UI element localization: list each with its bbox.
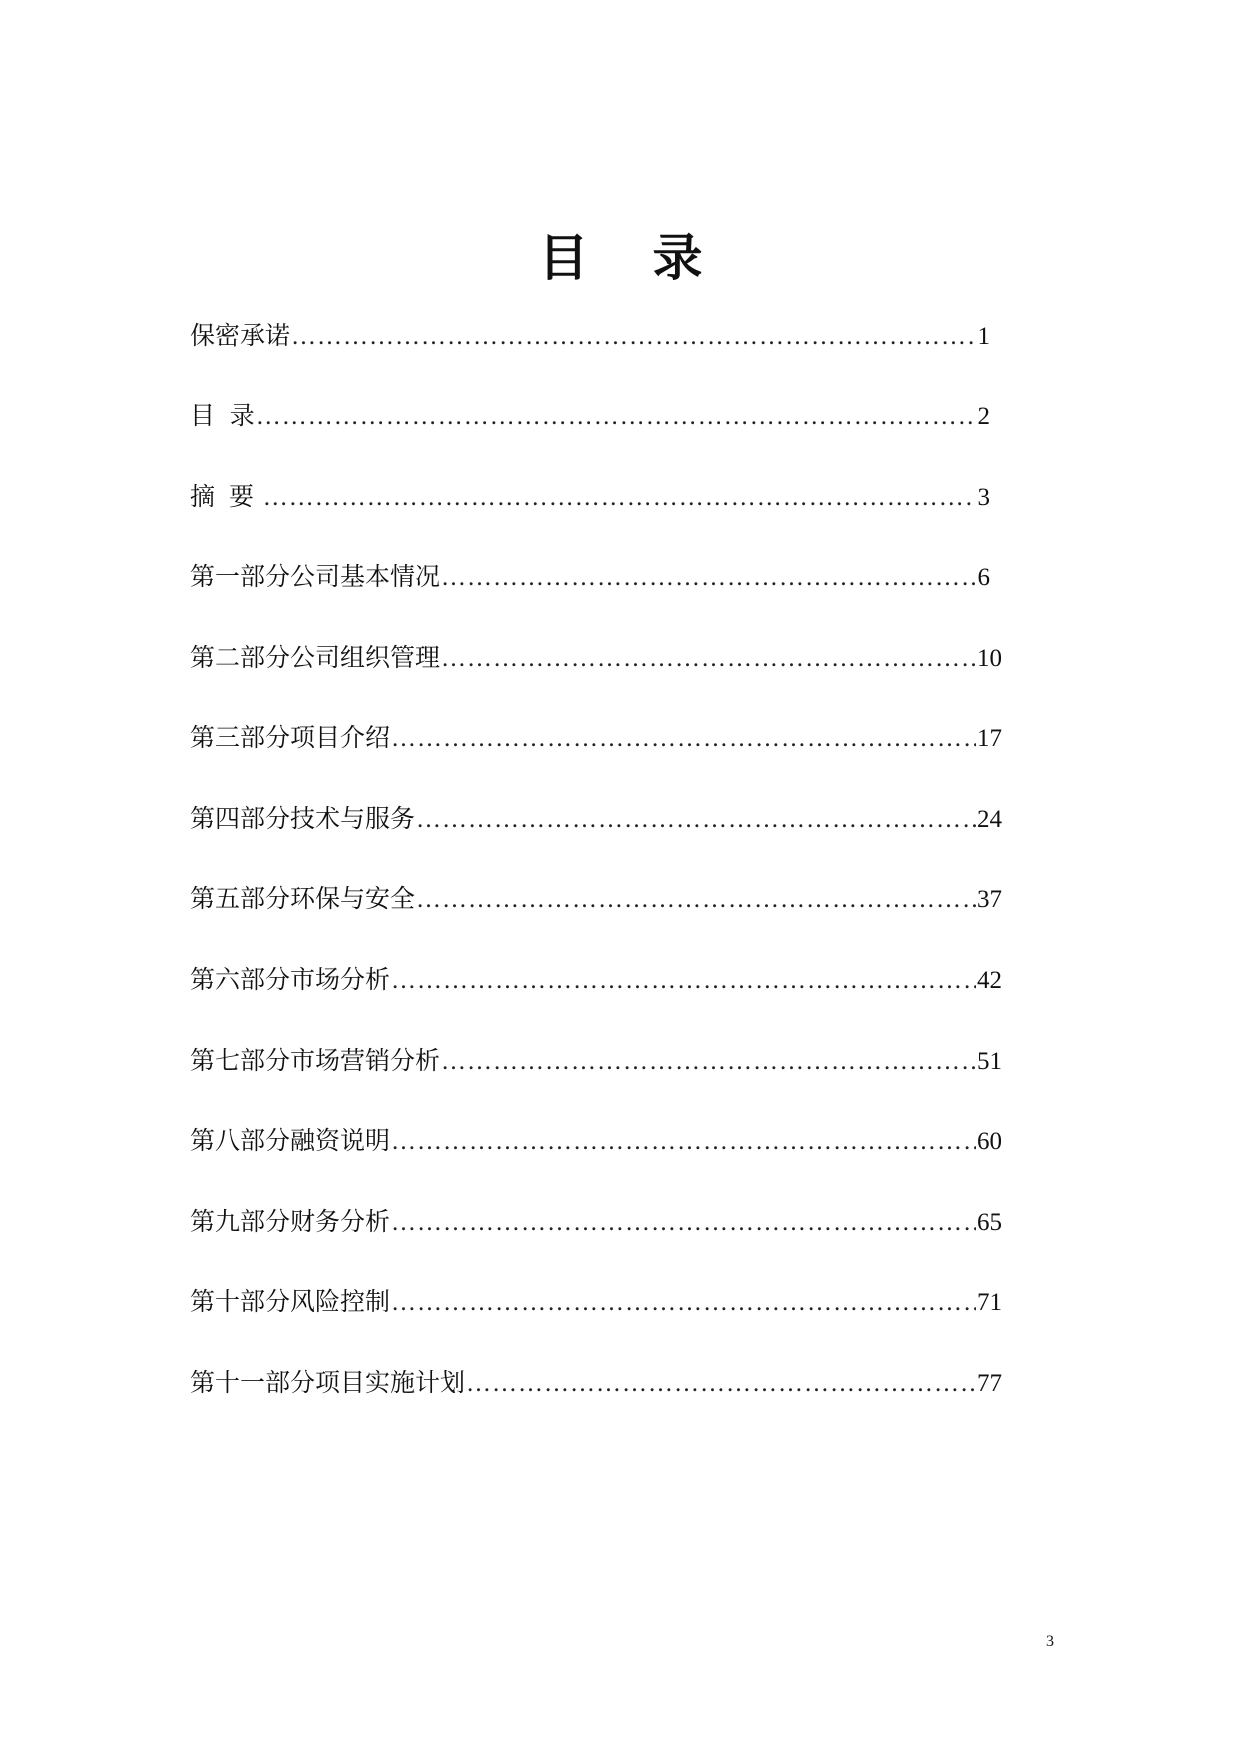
toc-leader-dots [256,397,977,437]
toc-entry-part: 目 [190,401,216,430]
toc-leader-dots [416,880,976,920]
toc-entry-page: 2 [977,403,990,430]
title-char-1: 目 [538,229,589,287]
toc-entry[interactable] [190,1363,1002,1403]
toc-entry-page: 1 [977,323,990,350]
toc-entry[interactable] [190,718,1002,758]
toc-entry[interactable] [190,396,990,436]
toc-leader-dots [391,961,976,1001]
toc-leader-dots [391,1122,976,1162]
toc-entry-part: 第八部分 [190,1126,291,1155]
toc-entry-title: 技术与服务 [290,804,416,833]
toc-entry-part: 第七部分 [190,1046,291,1075]
toc-entry[interactable] [190,1041,1002,1081]
toc-entry[interactable] [190,960,1002,1000]
toc-leader-dots [391,1203,976,1243]
toc-leader-dots [441,639,976,679]
toc-entry-title: 风险控制 [290,1287,391,1316]
toc-entry-title: 财务分析 [290,1207,391,1236]
toc-entry-part: 第二部分 [190,643,291,672]
toc-entry-part: 第四部分 [190,804,291,833]
toc-entry-title: 项目介绍 [290,723,391,752]
toc-entry-page: 60 [977,1128,1002,1155]
toc-entry-page: 6 [977,564,990,591]
toc-entry-part: 第一部分 [190,562,291,591]
toc-entry-page: 42 [977,967,1002,994]
toc-leader-dots [466,1364,976,1404]
toc-leader-dots [441,1042,976,1082]
toc-entry-page: 77 [977,1370,1002,1397]
toc-entry-part: 第六部分 [190,965,291,994]
toc-entry-page: 51 [977,1048,1002,1075]
toc-entry-page: 3 [977,484,990,511]
page-number: 3 [1046,1633,1054,1650]
toc-entry-title: 市场分析 [290,965,391,994]
toc-leader-dots [391,719,976,759]
toc-entry-title: 公司基本情况 [290,562,441,591]
toc-entry-page: 24 [977,806,1002,833]
toc-entry-part: 第五部分 [190,884,291,913]
toc-entry[interactable] [190,1121,1002,1161]
toc-entry[interactable] [190,799,1002,839]
toc-entry-part: 第三部分 [190,723,291,752]
toc-entry[interactable] [190,879,1002,919]
toc-entry[interactable] [190,477,990,517]
toc-entry-title: 市场营销分析 [290,1046,441,1075]
toc-entry-part: 第十部分 [190,1287,291,1316]
title-char-2: 录 [652,229,703,287]
toc-entry-page: 37 [977,886,1002,913]
toc-entry-part: 第十一部分 [190,1368,316,1397]
toc-entry-part: 第九部分 [190,1207,291,1236]
toc-entry-title: 融资说明 [290,1126,391,1155]
toc-entry-title: 录 [229,401,255,430]
toc-leader-dots [291,317,976,357]
toc-entry-page: 71 [977,1289,1002,1316]
toc-leader-dots [441,558,976,598]
toc-leader-dots [391,1283,976,1323]
toc-entry-title: 要 [229,482,255,511]
page-title [0,228,1241,288]
toc-entry[interactable] [190,1202,1002,1242]
toc-entry-page: 65 [977,1209,1002,1236]
toc-entry-page: 10 [977,645,1002,672]
toc-entry[interactable] [190,1282,1002,1322]
toc-entry-page: 17 [977,725,1002,752]
toc-entry-title: 环保与安全 [290,884,416,913]
toc-entry-part: 摘 [190,482,216,511]
toc-entry-title: 项目实施计划 [315,1368,466,1397]
toc-entry-title: 公司组织管理 [290,643,441,672]
toc-entry-part: 保密承诺 [190,321,291,350]
toc-leader-dots [263,478,971,518]
toc-entry[interactable] [190,638,1002,678]
toc-entry[interactable] [190,316,990,356]
toc-leader-dots [416,800,976,840]
toc-entry[interactable] [190,557,990,597]
